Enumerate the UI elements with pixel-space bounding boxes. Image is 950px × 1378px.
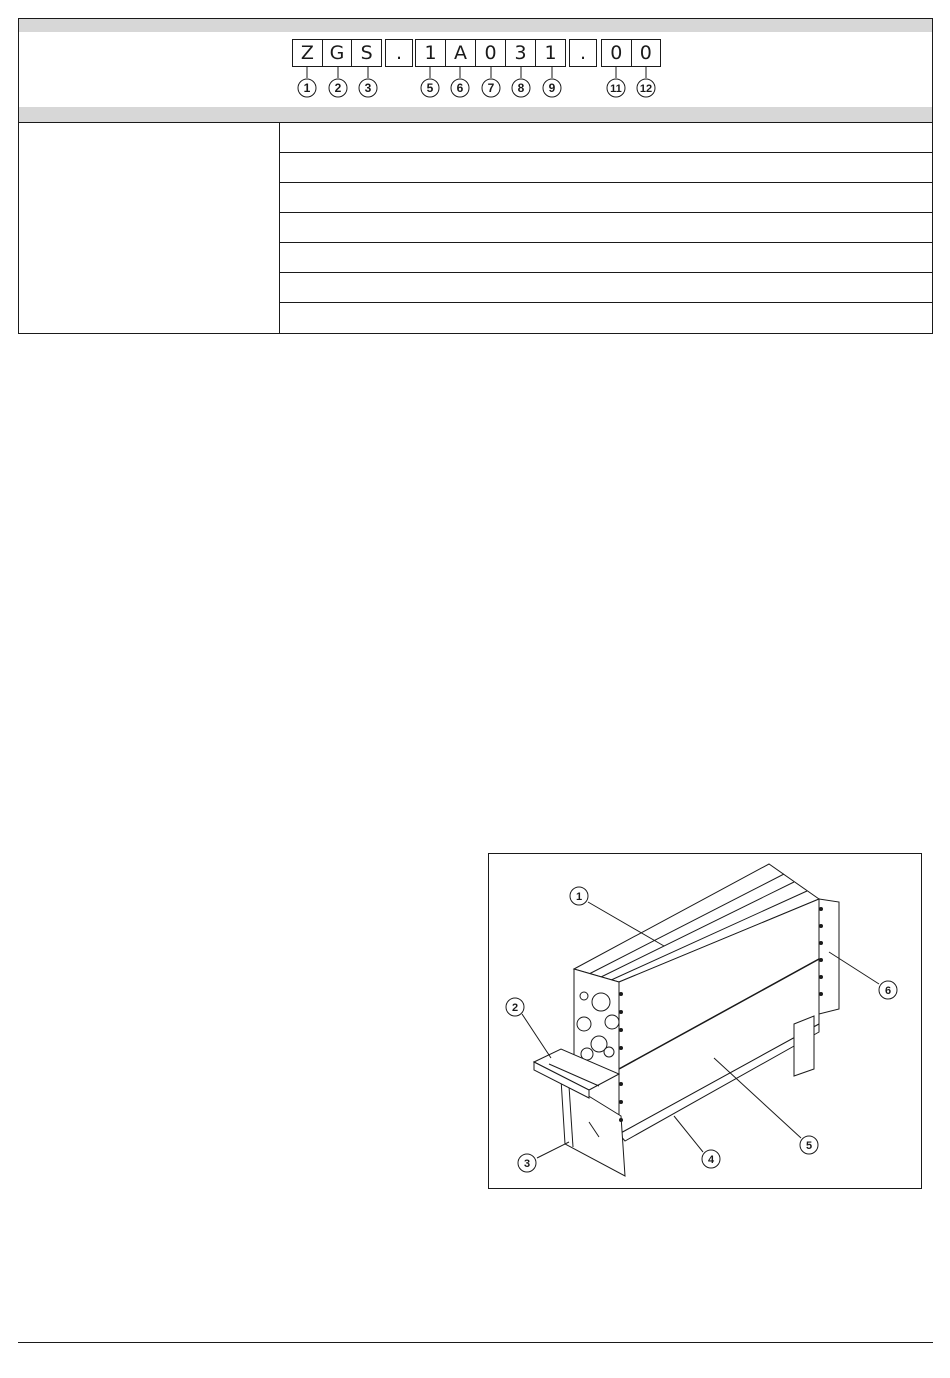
code-char: . <box>579 42 587 64</box>
table-value-rows <box>280 123 932 333</box>
code-group-prefix <box>292 39 382 67</box>
code-char: 0 <box>475 40 505 66</box>
table-row <box>280 183 932 213</box>
code-group-separator <box>569 39 597 67</box>
code-char: 0 <box>631 40 661 66</box>
table-header-band <box>19 19 932 32</box>
code-char: . <box>395 42 403 64</box>
figure-callout: 1 <box>575 891 583 903</box>
callout-label: 1 <box>303 81 311 95</box>
code-char: 0 <box>610 42 623 64</box>
figure-callout: 4 <box>707 1154 715 1166</box>
table-row <box>280 153 932 183</box>
table-label-column <box>19 123 280 333</box>
figure-callout: 3 <box>523 1158 531 1170</box>
callout-label: 3 <box>364 81 372 95</box>
code-char: A <box>445 40 475 66</box>
table-row <box>280 123 932 153</box>
code-char: 3 <box>505 40 535 66</box>
code-char: Z <box>300 42 314 64</box>
table-row <box>280 243 932 273</box>
type-code-table <box>18 18 933 334</box>
table-row <box>280 273 932 303</box>
callout-label: 9 <box>548 81 556 95</box>
table-row <box>280 213 932 243</box>
footer-rule <box>18 1342 933 1343</box>
type-code-callouts <box>19 19 934 119</box>
code-char: G <box>322 40 352 66</box>
callout-label: 7 <box>487 81 495 95</box>
fan-coil-unit-drawing <box>489 854 921 1188</box>
callout-label: 2 <box>334 81 342 95</box>
code-char: 1 <box>535 40 565 66</box>
figure-callout: 6 <box>884 985 892 997</box>
code-group-main <box>415 39 566 67</box>
callout-label: 11 <box>610 83 622 95</box>
type-code-boxes <box>292 39 692 69</box>
table-section-band <box>19 107 932 122</box>
figure-callout: 2 <box>511 1002 519 1014</box>
code-char: S <box>351 40 381 66</box>
callout-label: 8 <box>517 81 525 95</box>
callout-label: 6 <box>456 81 464 95</box>
code-char: 1 <box>424 42 437 64</box>
code-group-suffix <box>601 39 661 67</box>
table-row <box>280 303 932 333</box>
callout-label: 5 <box>426 81 434 95</box>
callout-label: 12 <box>639 83 653 95</box>
code-group-separator <box>385 39 413 67</box>
figure-callout: 5 <box>805 1140 813 1152</box>
product-illustration <box>488 853 922 1189</box>
